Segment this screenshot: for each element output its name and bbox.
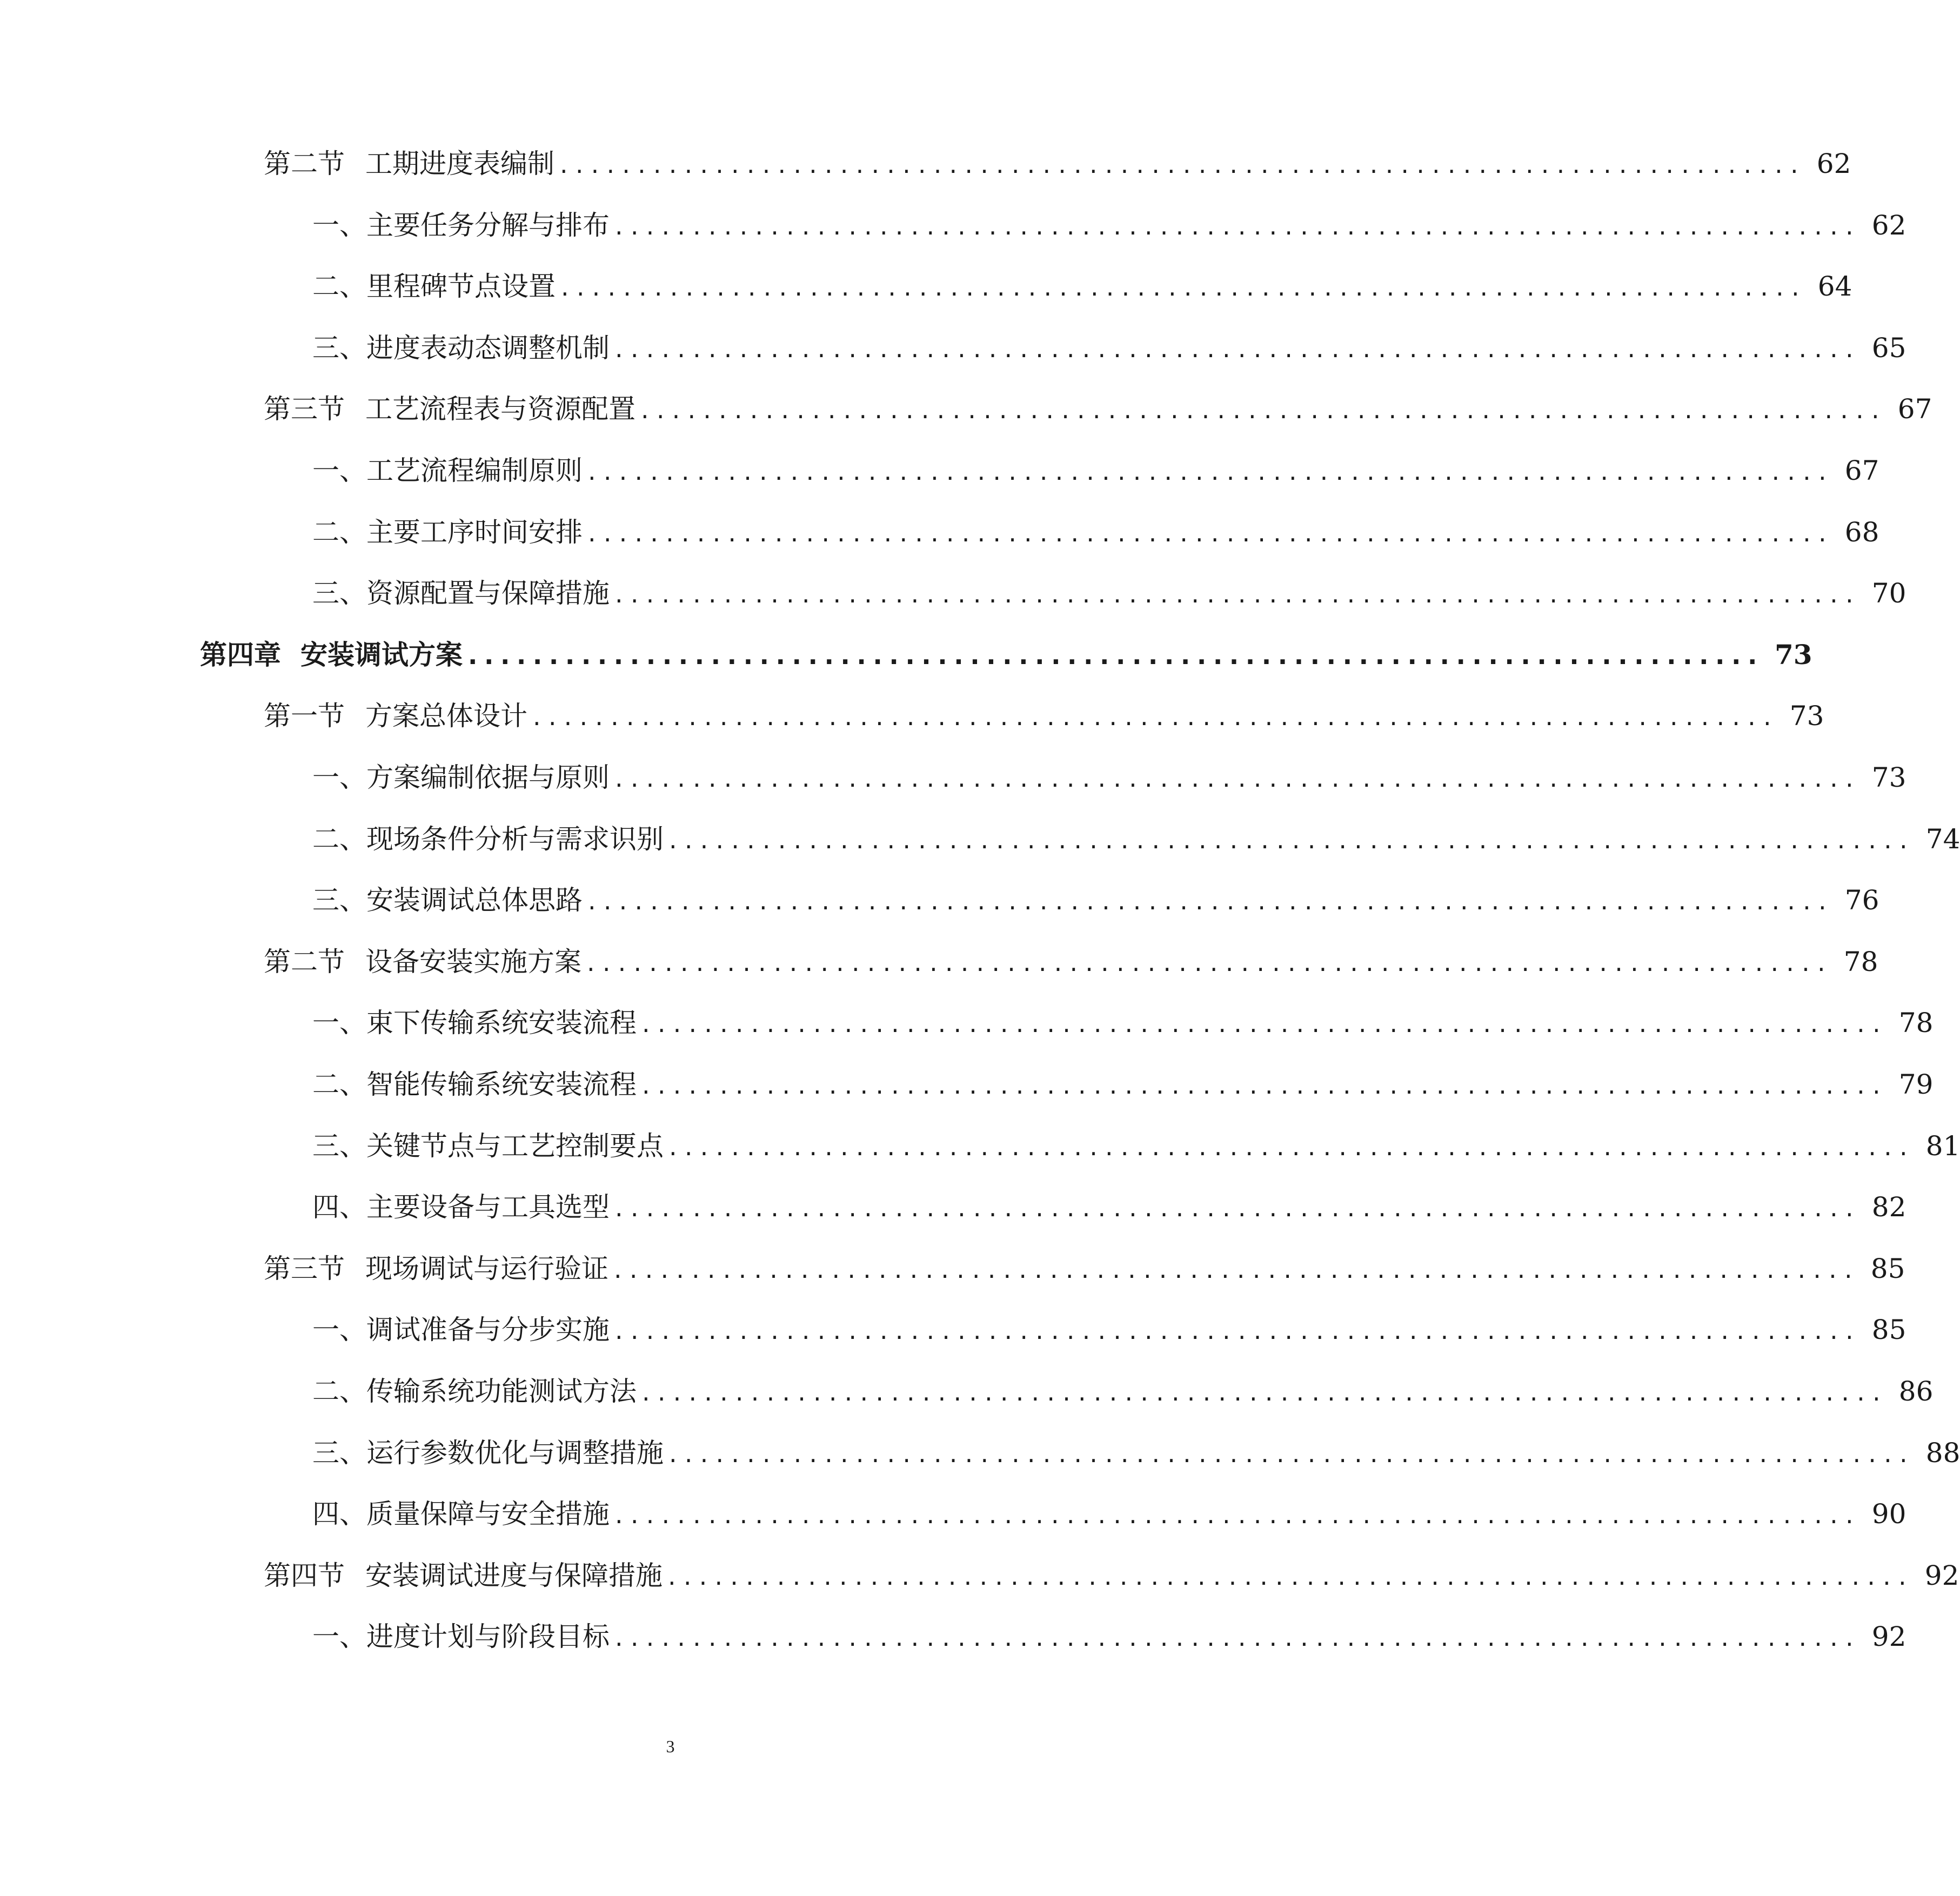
toc-dot-leader: ................................................................................ [615, 1623, 1861, 1652]
toc-entry-number: 第二节 [264, 946, 345, 977]
toc-entry-page: 67 [1897, 393, 1932, 425]
toc-entry[interactable] [312, 1436, 1960, 1470]
toc-entry-label [312, 883, 583, 917]
toc-dot-leader: ................................................................................ [560, 150, 1806, 179]
toc-dot-leader: ................................................................................ [669, 1132, 1915, 1161]
toc-dot-leader: ................................................................................ [587, 948, 1833, 977]
toc-dot-leader: ................................................................................ [588, 886, 1834, 915]
toc-entry-title: 三、运行参数优化与调整措施 [312, 1437, 664, 1469]
toc-entry-page: 67 [1844, 455, 1879, 486]
toc-entry-page: 78 [1898, 1007, 1934, 1039]
toc-entry-page: 85 [1870, 1253, 1905, 1284]
toc-entry[interactable] [312, 883, 1879, 917]
toc-entry-title: 三、资源配置与保障措施 [312, 578, 610, 609]
toc-entry-title: 一、主要任务分解与排布 [312, 210, 610, 241]
toc-entry-title: 四、质量保障与安全措施 [312, 1498, 610, 1530]
toc-entry-page: 73 [1871, 762, 1907, 793]
toc-entry-title: 工艺流程表与资源配置 [365, 393, 636, 425]
toc-entry-title: 方案总体设计 [365, 700, 527, 732]
toc-entry[interactable] [312, 760, 1907, 795]
toc-entry-number: 第四章 [200, 639, 281, 671]
toc-entry-label [312, 331, 610, 365]
toc-dot-leader: ................................................................................ [615, 763, 1861, 793]
toc-entry-page: 62 [1816, 148, 1851, 179]
toc-entry[interactable] [312, 1129, 1960, 1163]
toc-entry-label [264, 1251, 608, 1286]
toc-entry-number: 第四节 [264, 1560, 345, 1591]
toc-entry-title: 现场调试与运行验证 [365, 1253, 608, 1284]
toc-entry-title: 二、主要工序时间安排 [312, 517, 583, 548]
toc-entry-number: 第三节 [264, 1253, 345, 1284]
toc-entry-label [312, 1619, 610, 1654]
toc-entry[interactable] [200, 638, 1812, 672]
toc-dot-leader: ................................................................................ [615, 579, 1861, 608]
toc-entry-page: 70 [1871, 578, 1907, 609]
toc-dot-leader: ................................................................................ [641, 395, 1887, 424]
toc-entry-page: 79 [1898, 1069, 1934, 1100]
toc-dot-leader: ................................................................................ [615, 334, 1861, 363]
toc-entry-label [312, 1006, 637, 1040]
toc-entry[interactable] [312, 453, 1879, 488]
toc-entry-page: 85 [1871, 1314, 1907, 1345]
toc-dot-leader: ................................................................................ [669, 825, 1915, 854]
toc-dot-leader: ................................................................................ [561, 272, 1807, 302]
toc-entry-title: 一、方案编制依据与原则 [312, 762, 610, 793]
toc-entry-label [312, 760, 610, 795]
page-number: 3 [666, 1737, 675, 1756]
toc-entry-page: 78 [1843, 946, 1878, 977]
toc-dot-leader: ................................................................................ [533, 702, 1779, 731]
toc-entry-label [312, 1067, 637, 1102]
toc-entry-title: 一、进度计划与阶段目标 [312, 1621, 610, 1652]
toc-entry[interactable] [312, 269, 1852, 304]
toc-dot-leader: ................................................................................ [668, 1562, 1914, 1591]
toc-entry[interactable] [312, 576, 1907, 611]
toc-entry-page: 73 [1774, 639, 1812, 671]
toc-entry-title: 二、里程碑节点设置 [312, 271, 556, 302]
toc-dot-leader: ................................................................................ [615, 1193, 1861, 1222]
toc-entry-title: 一、工艺流程编制原则 [312, 455, 583, 486]
toc-entry-label [312, 208, 610, 243]
toc-entry-page: 73 [1789, 700, 1824, 732]
toc-dot-leader: ................................................................................ [615, 211, 1861, 240]
toc-entry-page: 81 [1925, 1130, 1960, 1162]
toc-dot-leader: ................................................................................ [642, 1009, 1888, 1038]
toc-entry-label [264, 944, 581, 979]
toc-entry[interactable] [312, 1312, 1907, 1347]
toc-entry-label [312, 1129, 664, 1163]
toc-entry-page: 86 [1898, 1376, 1934, 1407]
toc-entry-label [264, 699, 527, 733]
toc-entry[interactable] [312, 1190, 1907, 1224]
toc-entry-label [312, 515, 583, 550]
toc-entry-page: 64 [1817, 271, 1852, 302]
toc-entry-title: 三、安装调试总体思路 [312, 885, 583, 916]
toc-entry-label [264, 1558, 663, 1593]
toc-entry-title: 二、智能传输系统安装流程 [312, 1069, 637, 1100]
toc-entry-number: 第二节 [264, 148, 345, 179]
toc-entry[interactable] [312, 331, 1907, 365]
toc-entry-label [312, 822, 664, 856]
toc-entry[interactable] [312, 822, 1960, 856]
toc-entry[interactable] [312, 1619, 1907, 1654]
toc-dot-leader: ................................................................................ [642, 1377, 1888, 1406]
toc-entry[interactable] [312, 1497, 1907, 1531]
toc-entry-page: 92 [1871, 1621, 1907, 1652]
toc-entry-page: 65 [1871, 332, 1907, 364]
toc-entry-title: 工期进度表编制 [365, 148, 554, 179]
toc-entry-page: 62 [1871, 210, 1907, 241]
toc-entry-label [200, 638, 463, 672]
toc-entry-page: 92 [1924, 1560, 1959, 1591]
toc-dot-leader: ................................................................................ [614, 1255, 1860, 1284]
toc-entry[interactable] [264, 944, 1878, 979]
toc-entry[interactable] [264, 146, 1851, 181]
toc-dot-leader: ................................................................................ [588, 457, 1834, 486]
toc-dot-leader: ................................................................................ [615, 1316, 1861, 1345]
toc-entry[interactable] [312, 1006, 1934, 1040]
toc-dot-leader: ................................................................................ [642, 1070, 1888, 1100]
toc-entry-label [312, 453, 583, 488]
toc-entry-title: 二、传输系统功能测试方法 [312, 1376, 637, 1407]
toc-entry-page: 74 [1925, 823, 1960, 855]
toc-entry-label [264, 392, 636, 426]
toc-entry-page: 68 [1844, 517, 1879, 548]
toc-entry-label [264, 146, 554, 181]
toc-entry-title: 安装调试进度与保障措施 [365, 1560, 663, 1591]
toc-dot-leader: ................................................................................ [669, 1439, 1915, 1468]
toc-entry-label [312, 1497, 610, 1531]
toc-dot-leader: ................................................................................ [615, 1500, 1861, 1529]
toc-entry-title: 设备安装实施方案 [365, 946, 581, 977]
toc-entry-page: 82 [1871, 1191, 1907, 1223]
toc-entry-page: 76 [1844, 885, 1879, 916]
toc-entry-title: 一、调试准备与分步实施 [312, 1314, 610, 1345]
toc-entry[interactable] [264, 1558, 1959, 1593]
toc-entry[interactable] [264, 392, 1932, 426]
toc-entry-label [312, 1190, 610, 1224]
toc-entry-title: 三、进度表动态调整机制 [312, 332, 610, 364]
toc-entry[interactable] [312, 1374, 1934, 1409]
toc-entry-page: 90 [1871, 1498, 1907, 1530]
toc-entry-page: 88 [1925, 1437, 1960, 1469]
toc-entry-title: 安装调试方案 [300, 639, 463, 671]
toc-dot-leader: ................................................................................ [468, 641, 1764, 670]
toc-entry[interactable] [312, 208, 1907, 243]
toc-dot-leader: ................................................................................ [588, 518, 1834, 547]
toc-entry-label [312, 576, 610, 611]
toc-entry[interactable] [264, 699, 1824, 733]
toc-entry[interactable] [312, 515, 1879, 550]
toc-entry-title: 三、关键节点与工艺控制要点 [312, 1130, 664, 1162]
toc-entry-label [312, 1436, 664, 1470]
toc-entry-label [312, 269, 556, 304]
toc-entry-title: 二、现场条件分析与需求识别 [312, 823, 664, 855]
toc-entry-label [312, 1312, 610, 1347]
toc-entry-label [312, 1374, 637, 1409]
toc-entry[interactable] [312, 1067, 1934, 1102]
toc-entry[interactable] [264, 1251, 1905, 1286]
toc-entry-number: 第一节 [264, 700, 345, 732]
toc-entry-title: 四、主要设备与工具选型 [312, 1191, 610, 1223]
toc-entry-title: 一、束下传输系统安装流程 [312, 1007, 637, 1039]
toc-entry-number: 第三节 [264, 393, 345, 425]
